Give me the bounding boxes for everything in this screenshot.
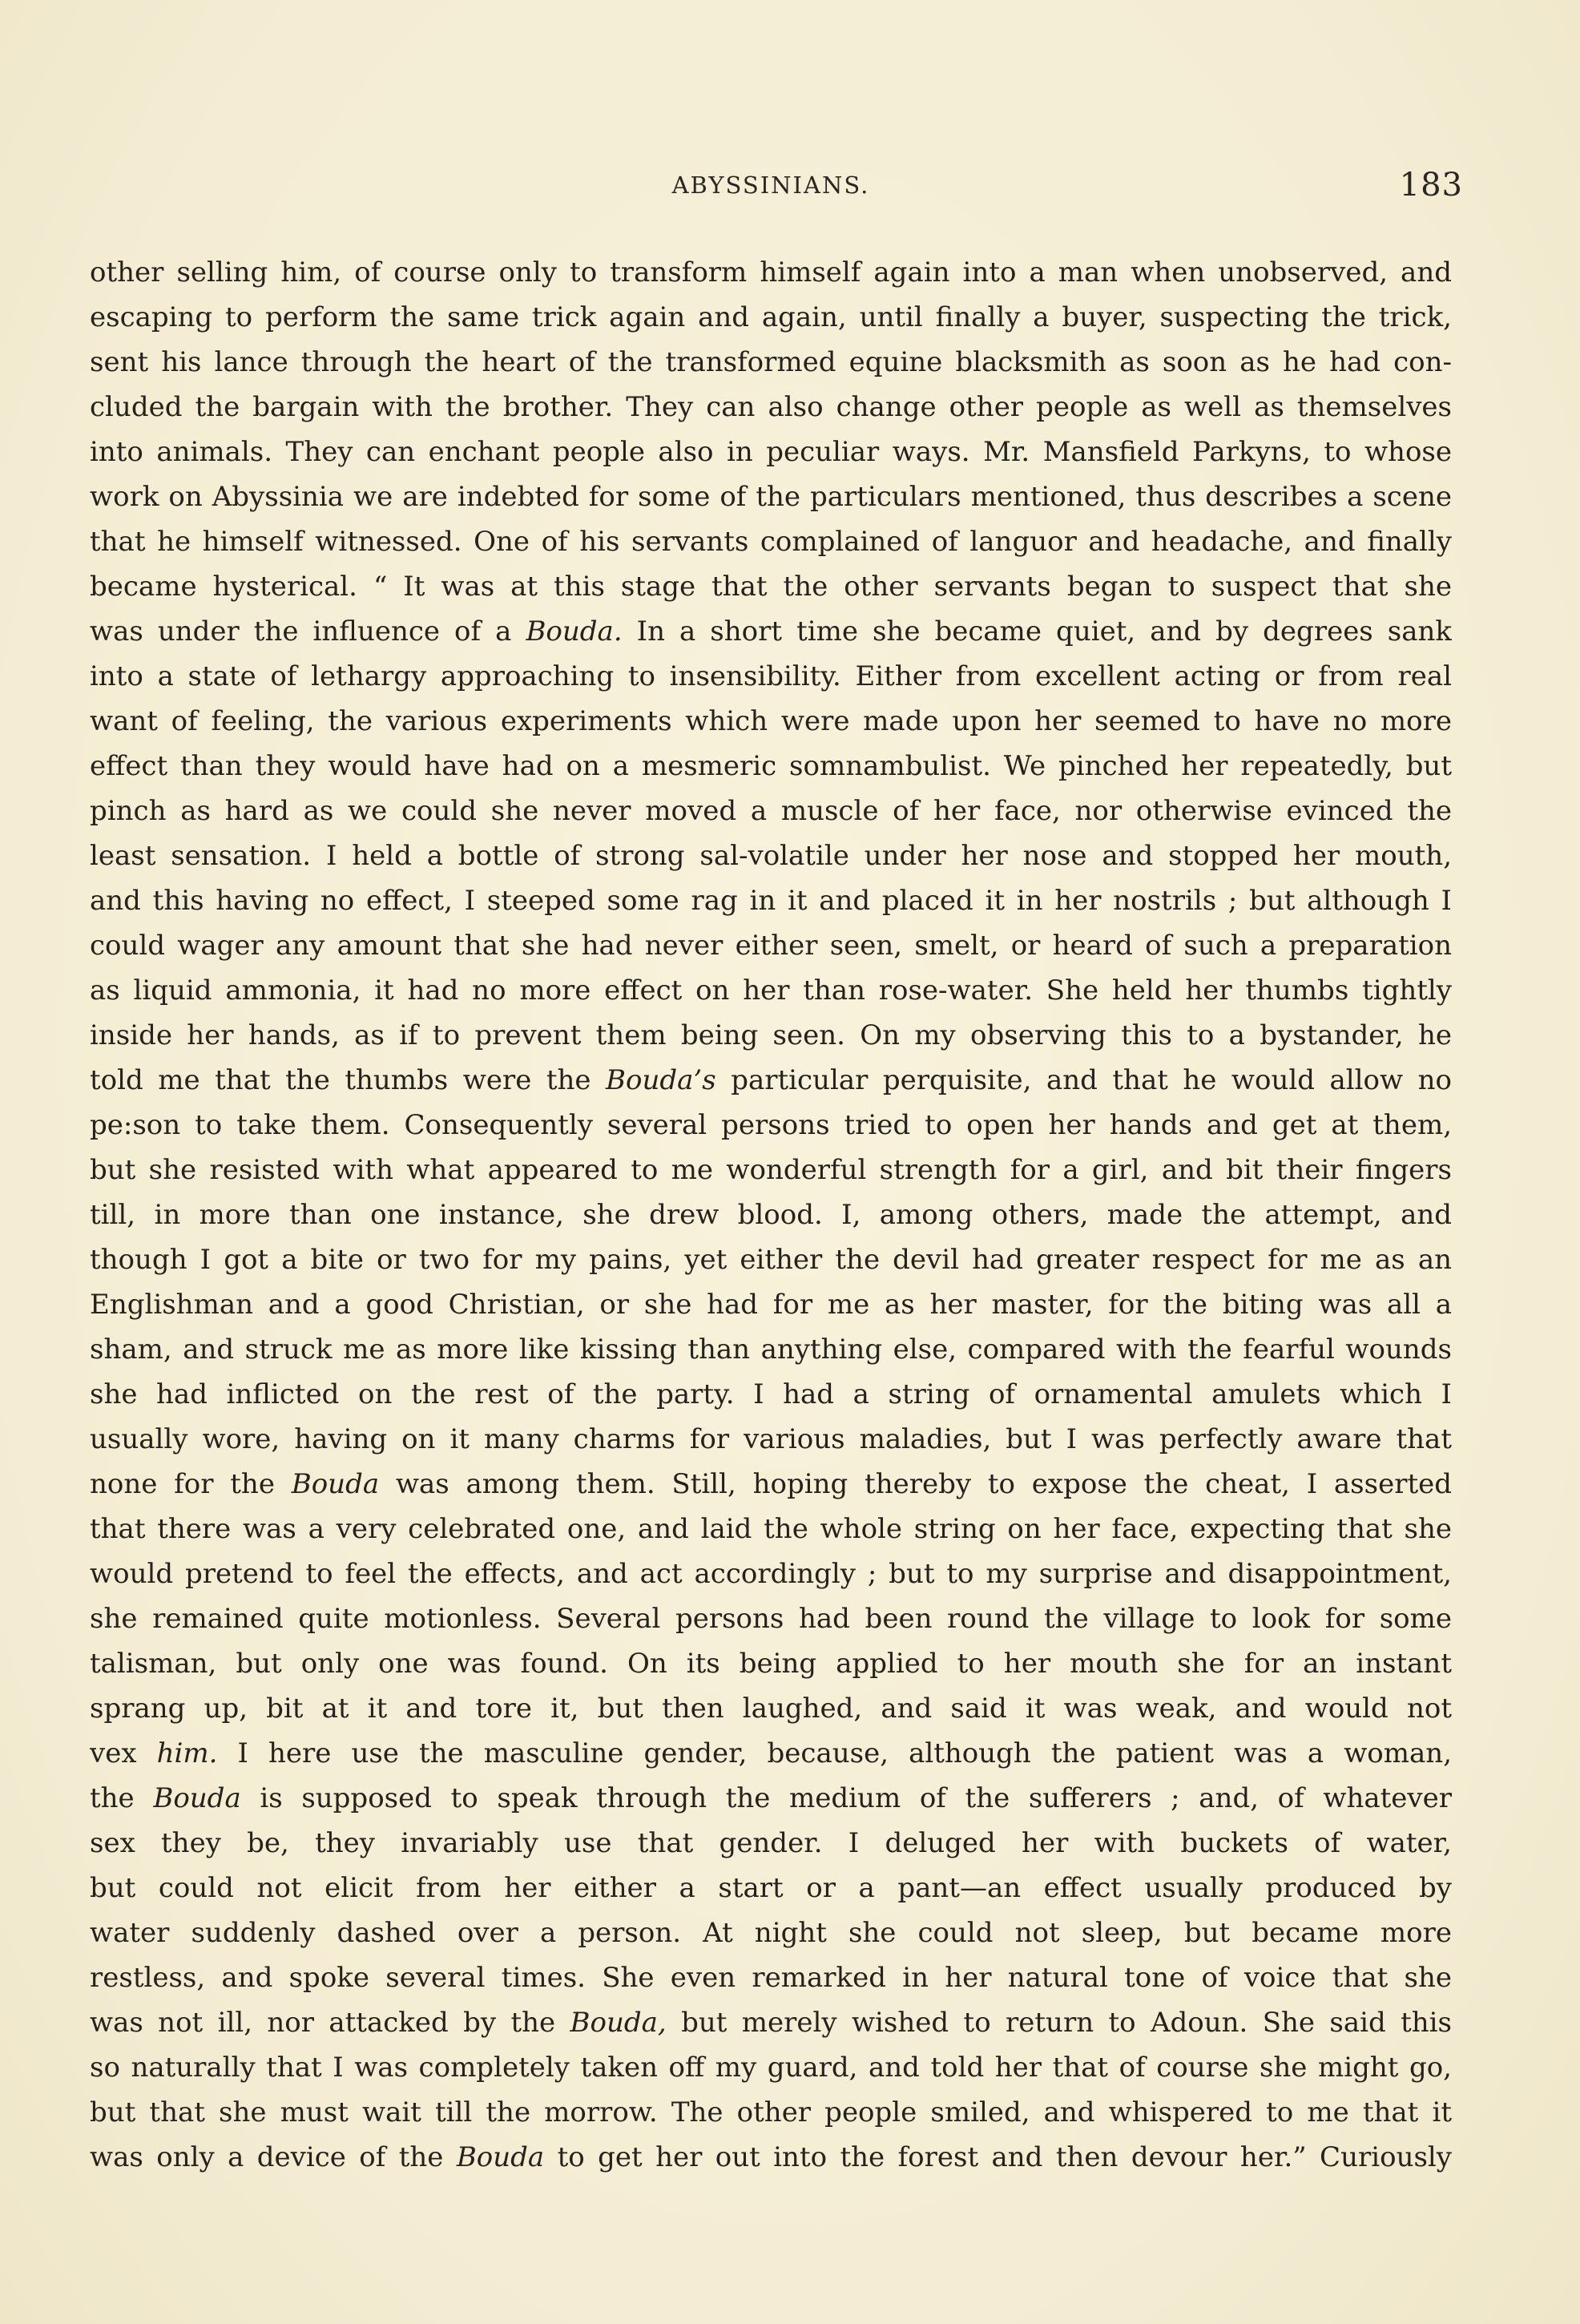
text-segment: I here use the masculine gender, because, although the patient was a woman, [217, 1737, 1452, 1769]
text-segment: that there was a very celebrated one, and laid the whole string on her face, expecting that she [90, 1513, 1452, 1545]
text-line [90, 2135, 1452, 2180]
text-segment: restless, and spoke several times. She even remarked in her natural tone of voice that she [90, 1962, 1452, 1994]
text-segment: but she resisted with what appeared to me wonderful strength for a girl, and bit their fingers [90, 1154, 1452, 1186]
text-segment: vex [90, 1737, 157, 1769]
text-segment: least sensation. I held a bottle of strong sal-volatile under her nose and stopped her mouth, [90, 840, 1452, 872]
text-segment: that he himself witnessed. One of his servants complained of languor and headache, and finally [90, 526, 1452, 558]
text-segment: escaping to perform the same trick again and again, until finally a buyer, suspecting the trick, [90, 301, 1452, 333]
italic-text: him. [156, 1737, 218, 1769]
text-line [90, 1192, 1452, 1237]
text-segment: sent his lance through the heart of the transformed equine blacksmith as soon as he had con- [90, 346, 1452, 378]
text-segment: want of feeling, the various experiments which were made upon her seemed to have no more [90, 705, 1452, 737]
text-segment: Englishman and a good Christian, or she had for me as her master, for the biting was all a [90, 1289, 1452, 1321]
italic-text: Bouda’s [606, 1064, 716, 1096]
text-segment: she had inflicted on the rest of the party. I had a string of ornamental amulets which I [90, 1378, 1452, 1410]
text-segment: was only a device of the [90, 2141, 457, 2173]
text-line [90, 968, 1452, 1013]
text-segment: particular perquisite, and that he would allow no [715, 1064, 1452, 1096]
text-line [90, 878, 1452, 923]
text-line [90, 1462, 1452, 1507]
text-line [90, 1237, 1452, 1282]
text-segment: to get her out into the forest and then devour her.” Curiously [544, 2141, 1452, 2173]
text-segment: sprang up, bit at it and tore it, but then laughed, and said it was weak, and would not [90, 1693, 1452, 1725]
text-segment: inside her hands, as if to prevent them being seen. On my observing this to a bystander, he [90, 1019, 1452, 1051]
text-segment: she remained quite motionless. Several persons had been round the village to look for some [90, 1603, 1452, 1635]
text-segment: pinch as hard as we could she never moved a muscle of her face, nor otherwise evinced the [90, 795, 1452, 827]
text-line [90, 430, 1452, 474]
text-line [90, 1282, 1452, 1327]
text-line [90, 250, 1452, 295]
text-line [90, 519, 1452, 564]
text-segment: into animals. They can enchant people also in peculiar ways. Mr. Mansfield Parkyns, to whose [90, 436, 1452, 468]
text-segment: In a short time she became quiet, and by degrees sank [622, 615, 1452, 648]
text-segment: work on Abyssinia we are indebted for some of the particulars mentioned, thus describes a scene [90, 481, 1452, 513]
text-line [90, 2090, 1452, 2135]
text-segment: became hysterical. “ It was at this stage that the other servants began to suspect that she [90, 571, 1452, 603]
italic-text: Bouda [153, 1782, 241, 1814]
text-line [90, 1507, 1452, 1551]
italic-text: Bouda, [570, 2007, 667, 2039]
text-segment: but merely wished to return to Adoun. She said this [666, 2007, 1452, 2039]
text-line [90, 744, 1452, 789]
text-segment: the [90, 1782, 154, 1814]
text-segment: though I got a bite or two for my pains, yet either the devil had greater respect for me as an [90, 1244, 1452, 1276]
text-segment: none for the [90, 1468, 292, 1500]
text-segment: told me that the thumbs were the [90, 1064, 607, 1096]
text-line [90, 474, 1452, 519]
text-line [90, 654, 1452, 699]
text-line [90, 2045, 1452, 2090]
text-segment: as liquid ammonia, it had no more effect on her than rose-water. She held her thumbs tightly [90, 974, 1452, 1007]
text-line [90, 789, 1452, 833]
text-line [90, 1013, 1452, 1058]
text-segment: effect than they would have had on a mesmeric somnambulist. We pinched her repeatedly, but [90, 750, 1452, 782]
text-line [90, 923, 1452, 968]
italic-text: Bouda [291, 1468, 380, 1500]
body-text [90, 250, 1452, 2180]
text-segment: was not ill, nor attacked by the [90, 2007, 570, 2039]
text-segment: till, in more than one instance, she drew blood. I, among others, made the attempt, and [90, 1199, 1452, 1231]
text-segment: usually wore, having on it many charms for various maladies, but I was perfectly aware that [90, 1423, 1452, 1455]
text-segment: would pretend to feel the effects, and act accordingly ; but to my surprise and disappointment, [90, 1558, 1452, 1590]
text-segment: pe:son to take them. Consequently several persons tried to open her hands and get at them, [90, 1109, 1452, 1141]
text-line [90, 833, 1452, 878]
text-segment: but could not elicit from her either a start or a pant—an effect usually produced by [90, 1872, 1452, 1904]
text-segment: and this having no effect, I steeped some rag in it and placed it in her nostrils ; but although I [90, 885, 1452, 917]
text-line [90, 2000, 1452, 2045]
text-line [90, 340, 1452, 385]
text-line [90, 1058, 1452, 1103]
text-line [90, 1596, 1452, 1641]
page-number: 183 [1399, 167, 1463, 204]
text-segment: so naturally that I was completely taken off my guard, and told her that of course she might go, [90, 2052, 1452, 2084]
text-line [90, 1910, 1452, 1955]
text-line [90, 1731, 1452, 1776]
italic-text: Bouda. [526, 615, 623, 648]
text-line [90, 1776, 1452, 1821]
text-line [90, 1417, 1452, 1462]
text-line [90, 609, 1452, 654]
running-head [90, 167, 1463, 215]
running-title: ABYSSINIANS. [671, 171, 870, 199]
text-line [90, 1551, 1452, 1596]
italic-text: Bouda [456, 2141, 545, 2173]
text-line [90, 1327, 1452, 1372]
text-line [90, 1103, 1452, 1148]
text-line [90, 1372, 1452, 1417]
text-segment: cluded the bargain with the brother. They can also change other people as well as themselves [90, 391, 1452, 423]
text-line [90, 1866, 1452, 1910]
text-line [90, 1686, 1452, 1731]
text-segment: was among them. Still, hoping thereby to expose the cheat, I asserted [379, 1468, 1452, 1500]
text-line [90, 1821, 1452, 1866]
text-line [90, 564, 1452, 609]
text-segment: talisman, but only one was found. On its being applied to her mouth she for an instant [90, 1648, 1452, 1680]
text-segment: sham, and struck me as more like kissing than anything else, compared with the fearful wounds [90, 1333, 1452, 1366]
text-segment: water suddenly dashed over a person. At night she could not sleep, but became more [90, 1917, 1452, 1949]
text-line [90, 1641, 1452, 1686]
text-line [90, 699, 1452, 744]
text-segment: sex they be, they invariably use that gender. I deluged her with buckets of water, [90, 1827, 1452, 1859]
text-line [90, 385, 1452, 430]
text-segment: other selling him, of course only to transform himself again into a man when unobserved, and [90, 256, 1452, 288]
text-segment: into a state of lethargy approaching to insensibility. Either from excellent acting or from real [90, 660, 1452, 692]
text-segment: but that she must wait till the morrow. The other people smiled, and whispered to me that it [90, 2096, 1452, 2128]
text-segment: is supposed to speak through the medium of the sufferers ; and, of whatever [240, 1782, 1452, 1814]
text-segment: could wager any amount that she had never either seen, smelt, or heard of such a preparation [90, 930, 1452, 962]
text-segment: was under the influence of a [90, 615, 526, 648]
text-line [90, 295, 1452, 340]
text-line [90, 1148, 1452, 1192]
text-line [90, 1955, 1452, 2000]
